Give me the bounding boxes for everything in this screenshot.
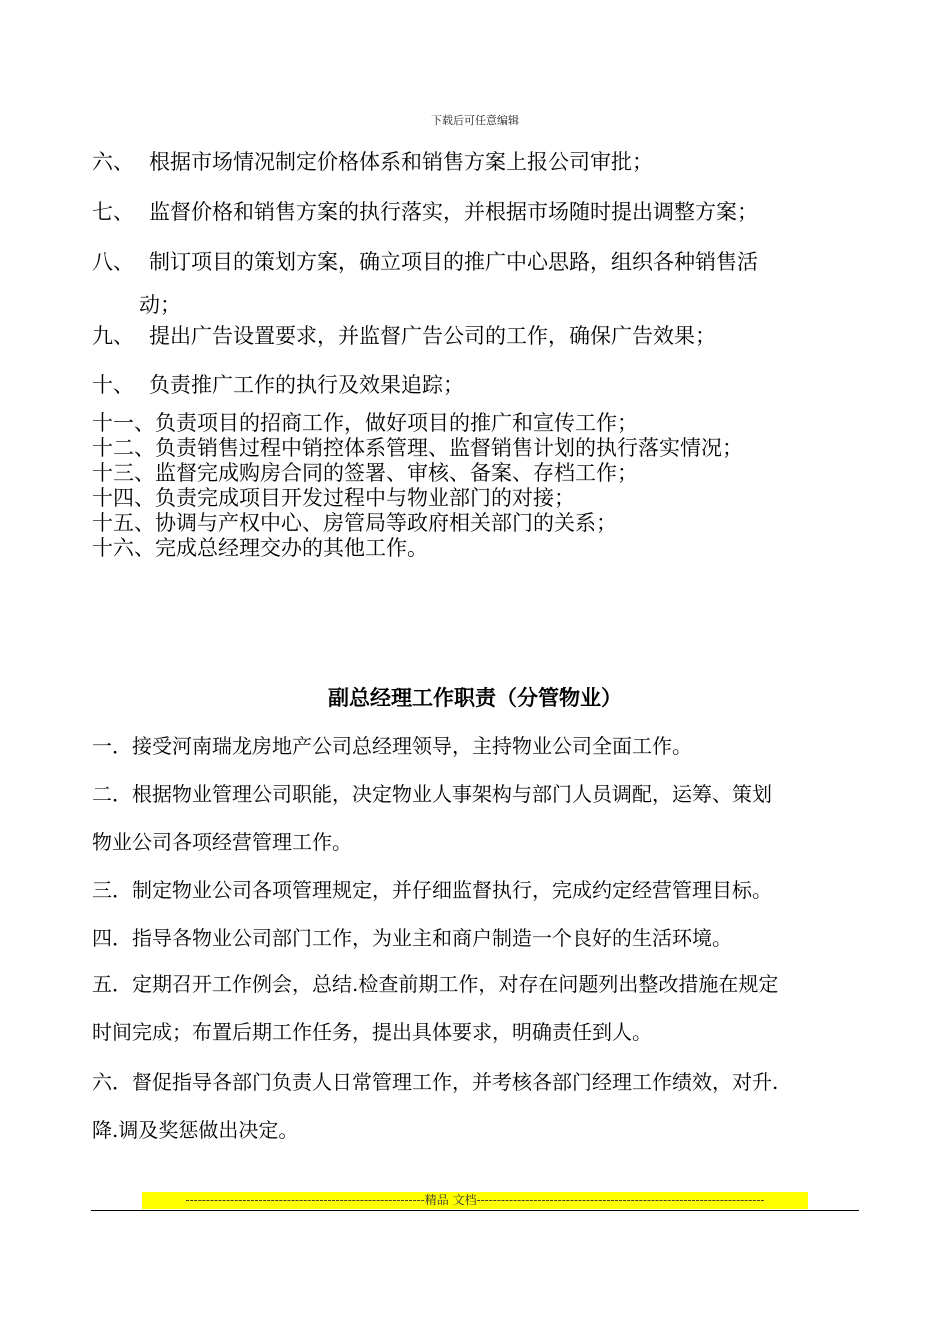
- list-text: 根据市场情况制定价格体系和销售方案上报公司审批；: [149, 150, 653, 174]
- paragraph-line: 物业公司各项经营管理工作。: [92, 830, 352, 854]
- list-item-16: 十六、完成总经理交办的其他工作。: [92, 536, 428, 560]
- paragraph-line: 一．接受河南瑞龙房地产公司总经理领导，主持物业公司全面工作。: [92, 734, 692, 758]
- footer-divider: [91, 1210, 859, 1211]
- list-text: 负责推广工作的执行及效果追踪；: [149, 373, 464, 397]
- list-item-6: [92, 150, 862, 174]
- list-item-13: 十三、监督完成购房合同的签署、审核、备案、存档工作；: [92, 461, 638, 485]
- paragraph-line: 时间完成；布置后期工作任务，提出具体要求，明确责任到人。: [92, 1020, 652, 1044]
- list-number: 八、: [92, 250, 134, 274]
- paragraph-line: 四．指导各物业公司部门工作，为业主和商户制造一个良好的生活环境。: [92, 926, 732, 950]
- section-title: 副总经理工作职责（分管物业）: [328, 686, 622, 710]
- list-number: 九、: [92, 324, 134, 348]
- list-number: 六、: [92, 150, 134, 174]
- paragraph-line: 三．制定物业公司各项管理规定，并仔细监督执行，完成约定经营管理目标。: [92, 878, 772, 902]
- paragraph-line: 五．定期召开工作例会，总结.检查前期工作，对存在问题列出整改措施在规定: [92, 972, 779, 996]
- footer-watermark: -----------------------------------------------------------精品 文档-----------------------------------------------------------------------: [142, 1192, 808, 1209]
- list-number: 十、: [92, 373, 134, 397]
- list-text: 监督价格和销售方案的执行落实，并根据市场随时提出调整方案；: [149, 200, 758, 224]
- list-item-12: 十二、负责销售过程中销控体系管理、监督销售计划的执行落实情况；: [92, 436, 743, 460]
- list-text-continued: 动；: [139, 293, 181, 317]
- list-item-11: 十一、负责项目的招商工作，做好项目的推广和宣传工作；: [92, 411, 638, 435]
- list-text: 提出广告设置要求，并监督广告公司的工作，确保广告效果；: [149, 324, 716, 348]
- list-number: 七、: [92, 200, 134, 224]
- paragraph-line: 二．根据物业管理公司职能，决定物业人事架构与部门人员调配，运筹、策划: [92, 782, 772, 806]
- list-item-15: 十五、协调与产权中心、房管局等政府相关部门的关系；: [92, 511, 617, 535]
- list-item-7: [92, 200, 862, 224]
- list-item-8: [92, 250, 862, 317]
- list-item-9: [92, 324, 862, 348]
- list-text: 制订项目的策划方案，确立项目的推广中心思路，组织各种销售活: [149, 250, 758, 274]
- paragraph-line: 降.调及奖惩做出决定。: [92, 1118, 299, 1142]
- list-item-14: 十四、负责完成项目开发过程中与物业部门的对接；: [92, 486, 575, 510]
- list-item-10: [92, 373, 862, 397]
- header-note: 下载后可任意编辑: [431, 114, 519, 127]
- paragraph-line: 六．督促指导各部门负责人日常管理工作，并考核各部门经理工作绩效，对升.: [92, 1070, 779, 1094]
